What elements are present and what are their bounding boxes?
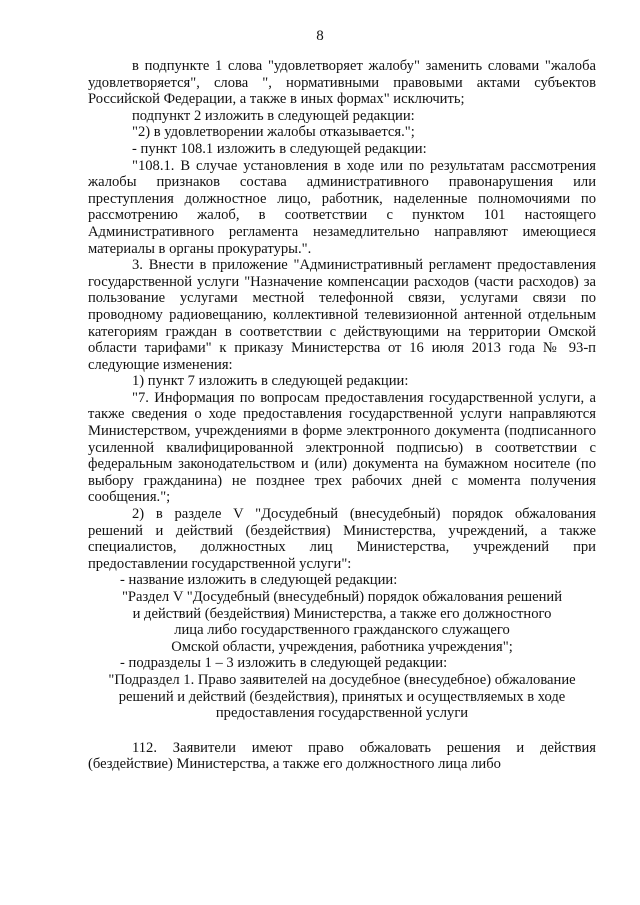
document-body [88,58,596,773]
paragraph: в подпункте 1 слова "удовлетворяет жалобу" заменить словами "жалоба удовлетворяется", слова ", нормативными правовыми актами субъектов Российской Федерации, а также в иных формах" исключить; [88,58,596,108]
paragraph: - название изложить в следующей редакции: [120,572,398,589]
section-title-line: и действий (бездействия) Министерства, а также его должностного [132,605,552,622]
paragraph: "2) в удовлетворении жалобы отказывается."; [132,124,415,141]
section-title-line: "Раздел V "Досудебный (внесудебный) порядок обжалования решений [121,589,563,605]
section-title-line: лица либо государственного гражданского служащего [174,622,510,639]
subsection-title-line: предоставления государственной услуги [215,705,469,722]
subsection-title [88,672,596,722]
paragraph: подпункт 2 изложить в следующей редакции: [132,107,415,124]
paragraph: 112. Заявители имеют право обжаловать решения и действия (бездействие) Министерства, а также его должностного лица либо [88,739,596,773]
paragraph: - пункт 108.1 изложить в следующей редакции: [132,140,427,157]
section-title [88,589,596,655]
page-number: 8 [316,28,324,44]
subsection-title-line: "Подраздел 1. Право заявителей на досудебное (внесудебное) обжалование [108,671,576,688]
paragraph: - подразделы 1 – 3 изложить в следующей редакции: [120,655,448,672]
paragraph: "108.1. В случае установления в ходе или по результатам рассмотрения жалобы признаков состава административного правонарушения или преступления должностное лицо, работник, наделенные полномочиями по рассмотрению жалоб, в соответствии с пунктом 101 настоящего Административного регламента незамедлительно направляют имеющиеся материалы в органы прокуратуры.". [88,157,596,257]
section-title-line: Омской области, учреждения, работника учреждения"; [171,638,513,655]
paragraph: 1) пункт 7 изложить в следующей редакции: [132,373,409,390]
paragraph: "7. Информация по вопросам предоставления государственной услуги, а также сведения о ходе предоставления государственной услуги направляются Министерством, учреждениями в форме электронного документа (подписанного усиленной квалифицированной электронной подписью) в соответствии с федеральным законодательством и (или) документа на бумажном носителе (по выбору гражданина) не позднее трех рабочих дней с момента получения сообщения."; [88,389,596,506]
subsection-title-line: решений и действий (бездействия), принятых и осуществляемых в ходе [118,688,566,705]
paragraph: 2) в разделе V "Досудебный (внесудебный) порядок обжалования решений и действий (бездействия) Министерства, учреждений, а также специалистов, должностных лиц Министерства, учреждений при предоставлении государственной услуги": [88,506,596,572]
paragraph: 3. Внести в приложение "Административный регламент предоставления государственной услуги "Назначение компенсации расходов (части расходов) за пользование услугами местной телефонной связи, услугами связи по проводному радиовещанию, коллективной телевизионной антенной отдельным категориям граждан в соответствии с действующими на территории Омской области тарифами" к приказу Министерства от 16 июля 2013 года № 93-п следующие изменения: [88,257,596,373]
